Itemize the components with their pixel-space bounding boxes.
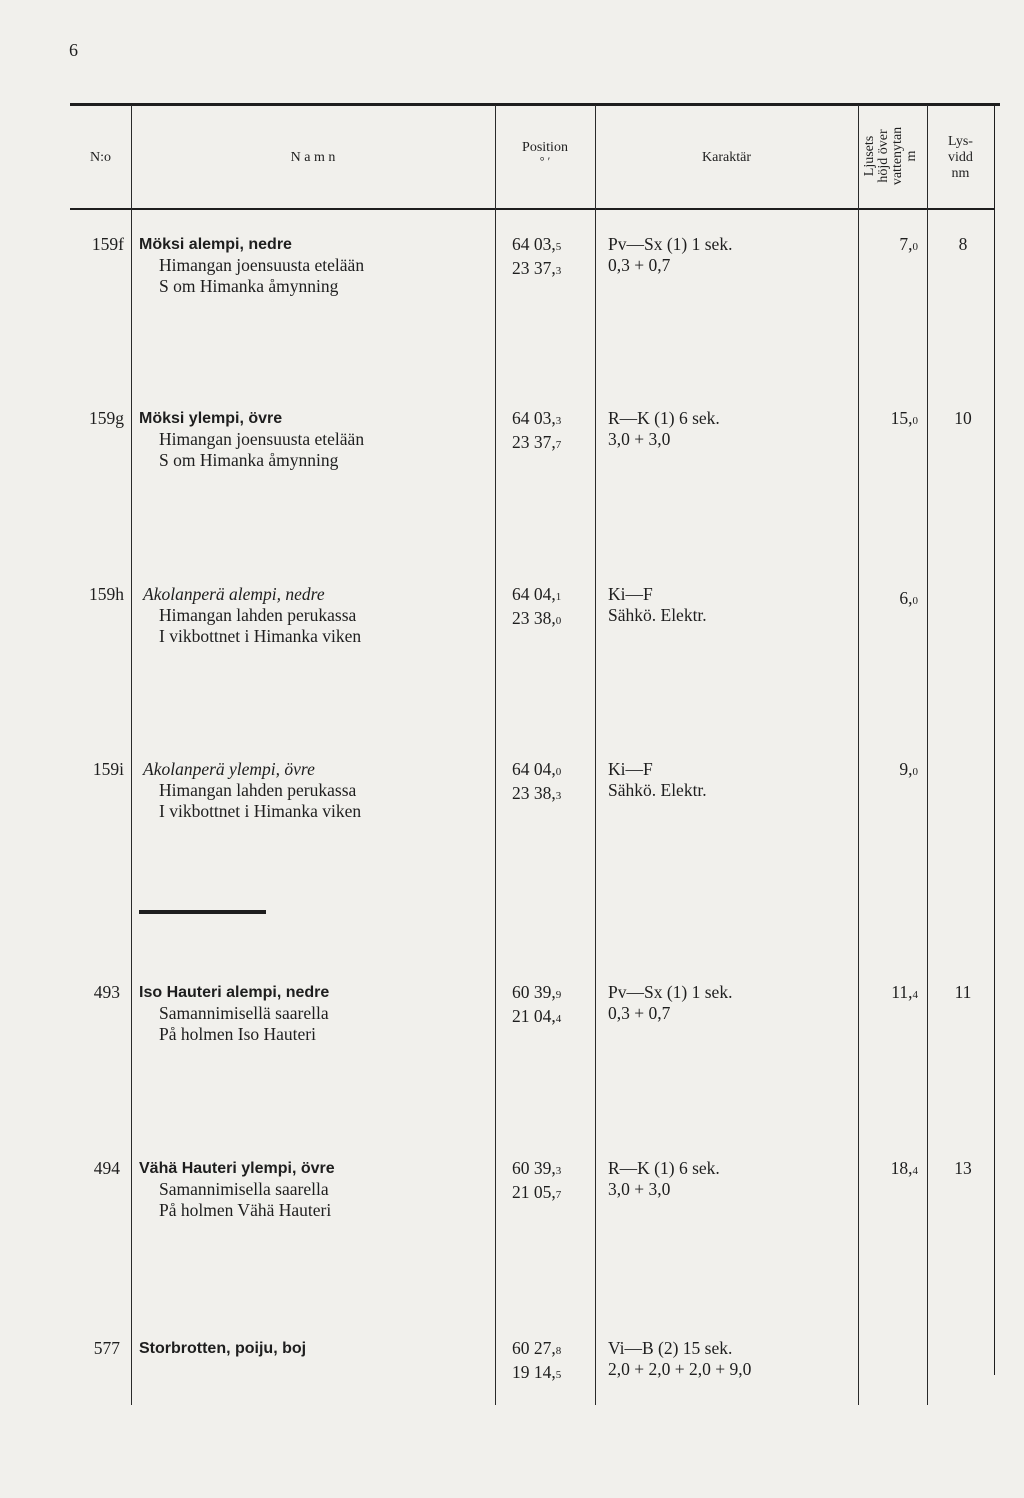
header-lysvidd-line: nm [951, 166, 970, 182]
header-position-label: Position [522, 140, 568, 155]
row-range: 8 [958, 234, 968, 254]
header-height-line: Ljusets [862, 135, 877, 177]
row-position [512, 234, 561, 282]
row-karaktar [608, 408, 720, 450]
row-position [512, 584, 561, 632]
row-range: 10 [954, 408, 972, 428]
header-position [495, 140, 595, 169]
row-name-block [139, 1338, 306, 1359]
row-height: 11,4 [891, 982, 918, 1002]
row-char2: 0,3 + 0,7 [608, 255, 671, 275]
header-karaktar: Karaktär [702, 150, 751, 165]
row-char2: 3,0 + 3,0 [608, 1179, 671, 1199]
row-name-block [139, 1158, 335, 1221]
row-lon: 23 37,7 [512, 432, 562, 452]
row-lon: 23 38,0 [512, 608, 562, 628]
right-border [994, 105, 995, 1375]
row-desc-sv: S om Himanka åmynning [159, 450, 339, 470]
row-desc-fi: Himangan joensuusta etelään [159, 429, 365, 449]
col-line [131, 105, 132, 1405]
row-name-block [139, 408, 364, 471]
row-desc-fi: Samannimisella saarella [159, 1179, 329, 1199]
row-lat: 64 03,3 [512, 408, 562, 428]
row-name: Storbrotten, poiju, boj [139, 1340, 307, 1357]
col-line [595, 105, 596, 1405]
header-height [858, 110, 924, 202]
row-name: Möksi alempi, nedre [139, 236, 292, 253]
row-karaktar [608, 1158, 720, 1200]
row-lon: 23 37,3 [512, 258, 562, 278]
row-lon: 23 38,3 [512, 783, 562, 803]
row-char2: 0,3 + 0,7 [608, 1003, 671, 1023]
col-line [495, 105, 496, 1405]
row-char1: Ki—F [608, 759, 653, 779]
row-desc-sv: S om Himanka åmynning [159, 276, 339, 296]
row-desc-sv: På holmen Vähä Hauteri [159, 1200, 332, 1220]
header-lysvidd [927, 134, 994, 182]
row-char1: R—K (1) 6 sek. [608, 1158, 720, 1178]
row-nr: 577 [93, 1338, 120, 1358]
row-name-block [143, 584, 361, 647]
row-position [512, 982, 561, 1030]
top-rule [70, 103, 1000, 106]
row-height: 15,0 [890, 408, 918, 428]
header-height-text [863, 127, 919, 185]
row-height: 6,0 [899, 588, 918, 608]
row-desc-fi: Himangan lahden perukassa [159, 780, 357, 800]
row-lat: 64 04,1 [512, 584, 562, 604]
section-separator [139, 910, 266, 914]
row-position [512, 1158, 561, 1206]
row-desc-sv: På holmen Iso Hauteri [159, 1024, 316, 1044]
row-name: Vähä Hauteri ylempi, övre [139, 1160, 335, 1177]
row-karaktar [608, 584, 707, 626]
row-lat: 60 39,3 [512, 1158, 562, 1178]
row-position [512, 759, 561, 807]
row-name-block [139, 982, 329, 1045]
row-karaktar [608, 1338, 751, 1380]
page-number: 6 [69, 40, 78, 60]
header-height-line: höjd över [876, 129, 891, 183]
header-namn: N a m n [290, 150, 336, 165]
row-lat: 60 39,9 [512, 982, 562, 1002]
row-char2: 2,0 + 2,0 + 2,0 + 9,0 [608, 1359, 752, 1379]
row-height: 7,0 [899, 234, 918, 254]
row-desc-sv: I vikbottnet i Himanka viken [159, 626, 362, 646]
row-karaktar [608, 234, 732, 276]
row-nr: 494 [93, 1158, 120, 1178]
row-desc-sv: I vikbottnet i Himanka viken [159, 801, 362, 821]
row-position [512, 408, 561, 456]
col-line [927, 105, 928, 1405]
header-lysvidd-line: vidd [948, 150, 973, 166]
row-desc-fi: Himangan lahden perukassa [159, 605, 357, 625]
header-lysvidd-line: Lys- [948, 134, 973, 149]
row-name-block [143, 759, 361, 822]
row-lat: 64 04,0 [512, 759, 562, 779]
row-name: Möksi ylempi, övre [139, 410, 283, 427]
row-char1: Vi—B (2) 15 sek. [608, 1338, 733, 1358]
row-karaktar [608, 759, 707, 801]
row-name: Akolanperä alempi, nedre [143, 584, 325, 604]
row-height: 18,4 [890, 1158, 918, 1178]
col-line [858, 105, 859, 1405]
row-name: Iso Hauteri alempi, nedre [139, 984, 330, 1001]
row-char2: Sähkö. Elektr. [608, 605, 707, 625]
row-height: 9,0 [899, 759, 918, 779]
row-nr: 493 [93, 982, 120, 1002]
row-lon: 21 04,4 [512, 1006, 562, 1026]
row-range: 11 [954, 982, 972, 1002]
row-name: Akolanperä ylempi, övre [143, 759, 315, 779]
row-nr: 159g [89, 408, 124, 428]
row-char1: Ki—F [608, 584, 653, 604]
row-lat: 64 03,5 [512, 234, 562, 254]
row-char2: 3,0 + 3,0 [608, 429, 671, 449]
row-range: 13 [954, 1158, 972, 1178]
row-karaktar [608, 982, 732, 1024]
row-position [512, 1338, 561, 1386]
row-nr: 159i [92, 759, 124, 779]
row-char1: Pv—Sx (1) 1 sek. [608, 982, 733, 1002]
row-name-block [139, 234, 364, 297]
row-desc-fi: Samannimisellä saarella [159, 1003, 329, 1023]
row-lon: 19 14,5 [512, 1362, 562, 1382]
row-nr: 159f [91, 234, 124, 254]
row-lon: 21 05,7 [512, 1182, 562, 1202]
row-nr: 159h [89, 584, 124, 604]
row-desc-fi: Himangan joensuusta etelään [159, 255, 365, 275]
header-rule [70, 208, 995, 210]
header-position-units: ° ′ [539, 154, 551, 169]
header-nr: N:o [90, 150, 111, 165]
row-char2: Sähkö. Elektr. [608, 780, 707, 800]
header-height-line: vattenytan [890, 126, 905, 186]
row-char1: R—K (1) 6 sek. [608, 408, 720, 428]
row-char1: Pv—Sx (1) 1 sek. [608, 234, 733, 254]
row-lat: 60 27,8 [512, 1338, 562, 1358]
header-height-line: m [904, 150, 919, 162]
